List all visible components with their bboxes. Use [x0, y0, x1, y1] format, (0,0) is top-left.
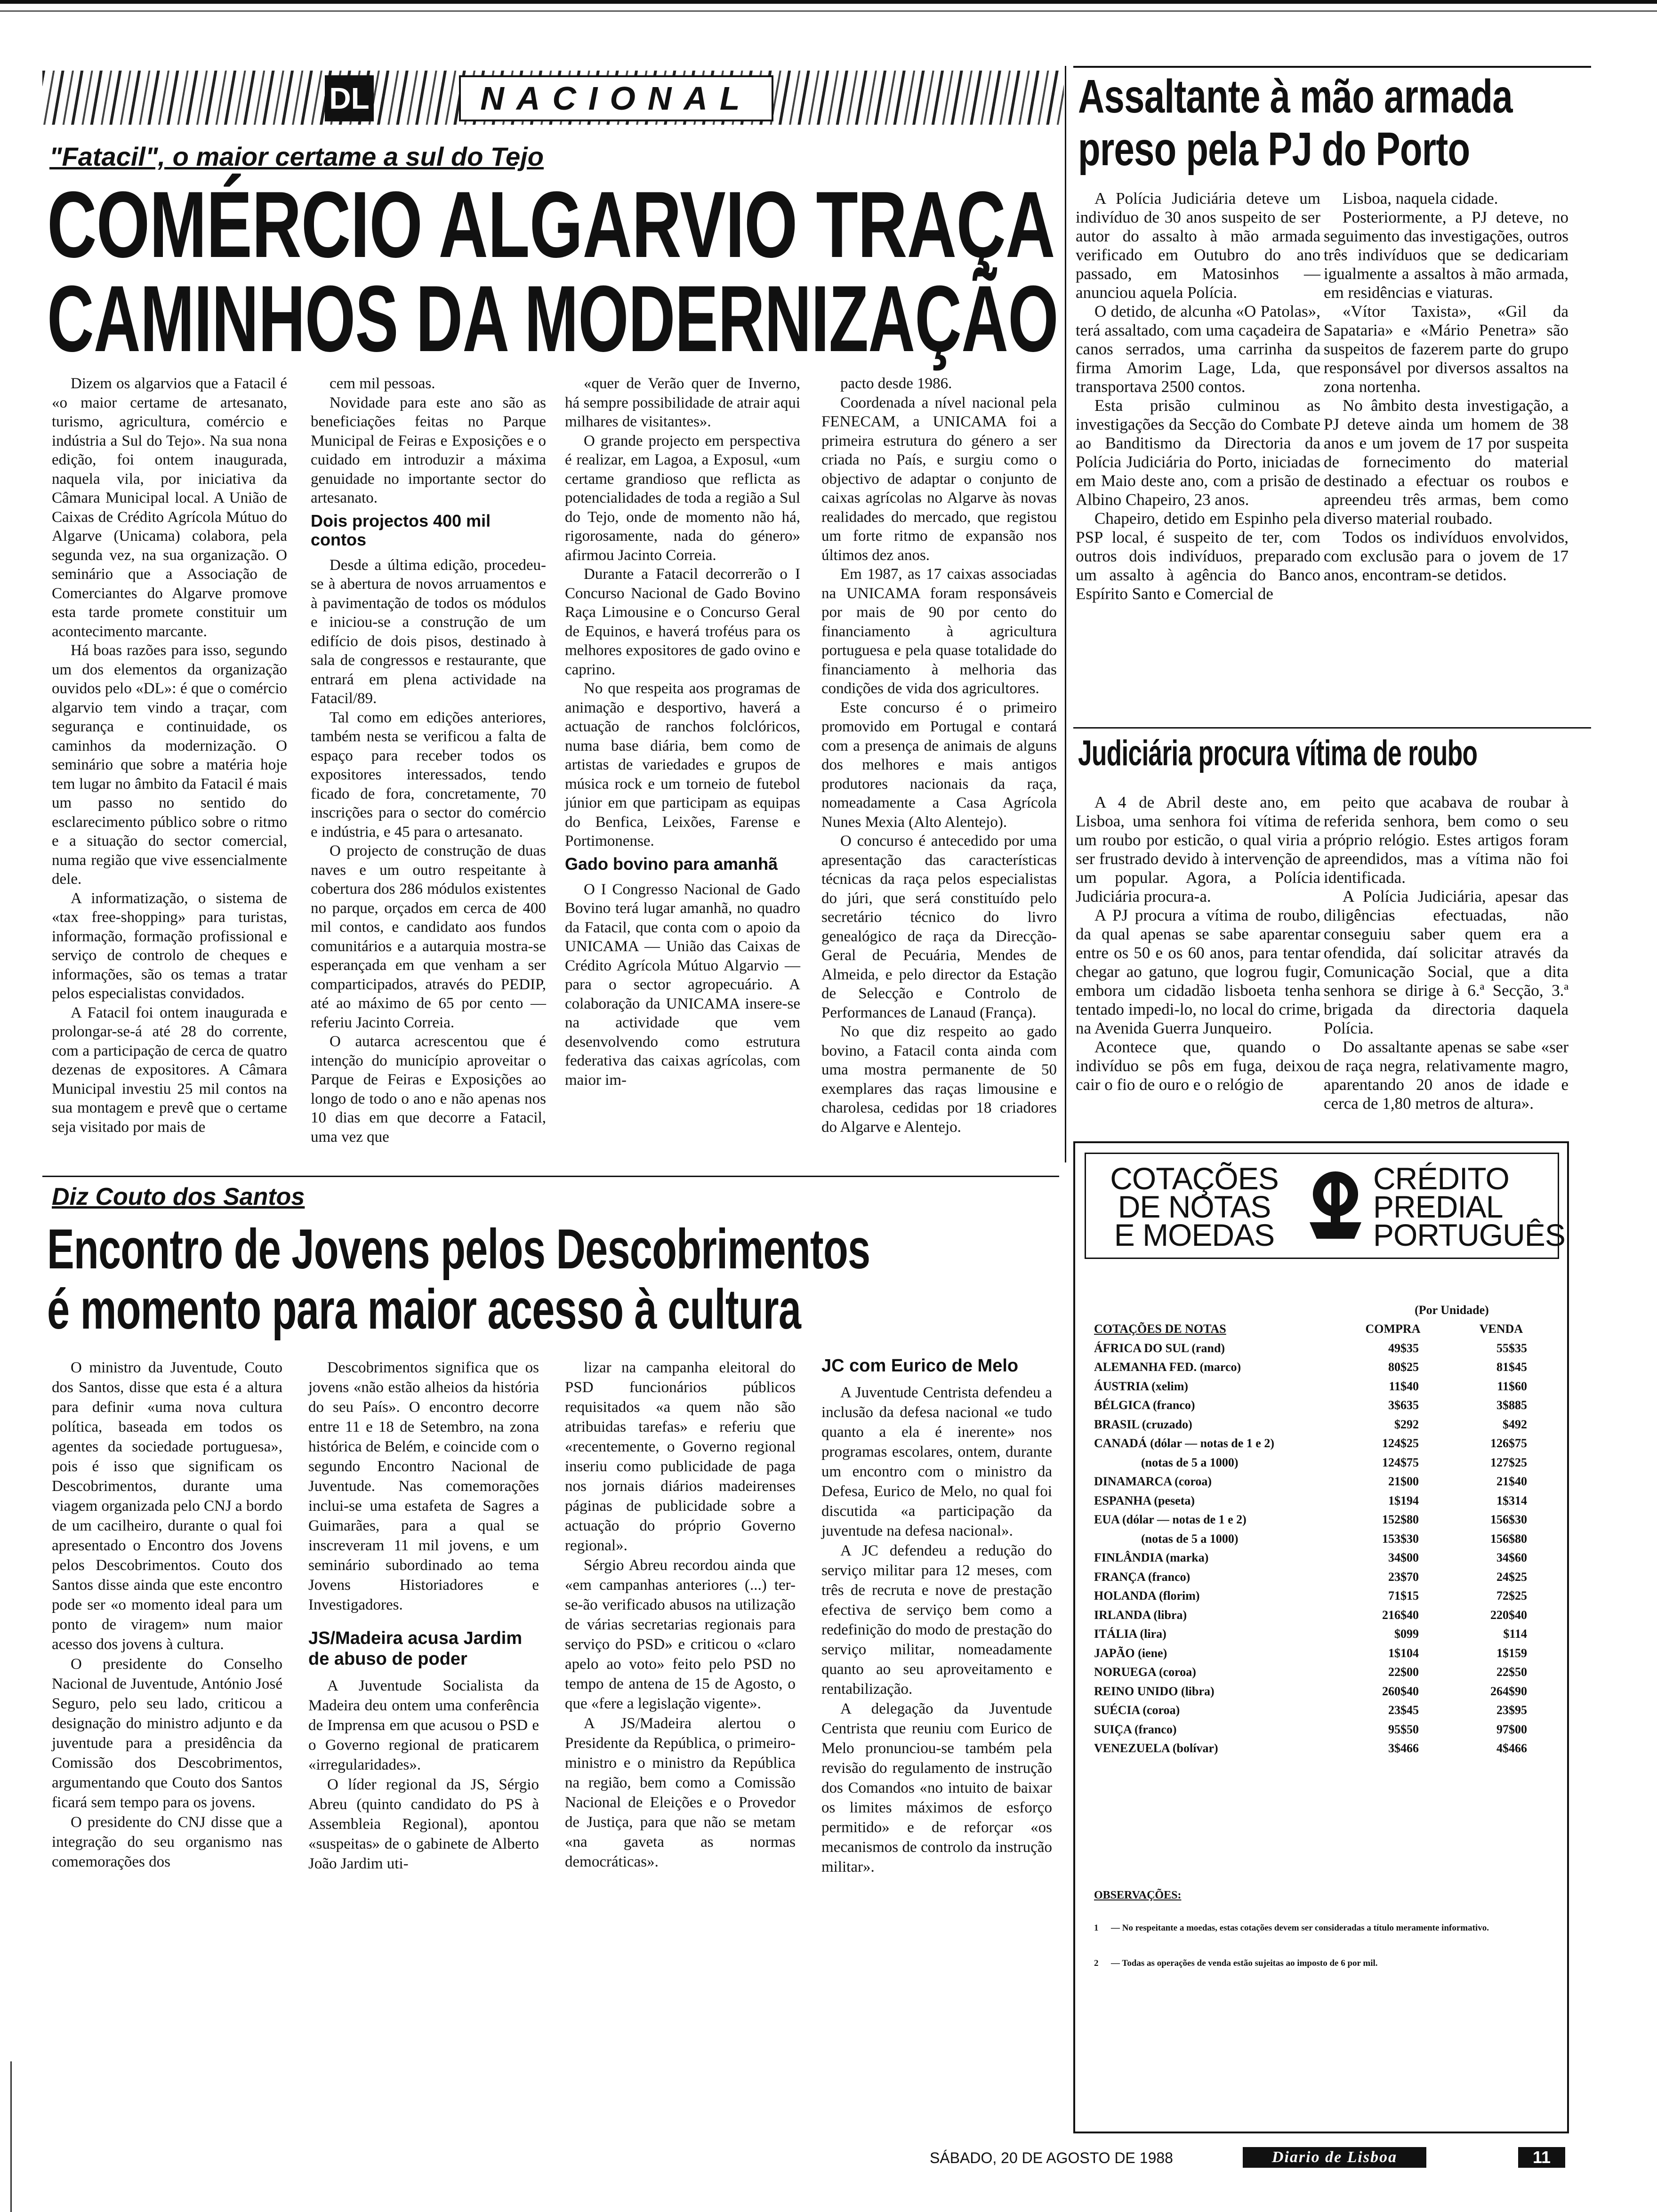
- footer-date: SÁBADO, 20 DE AGOSTO DE 1988: [930, 2149, 1173, 2166]
- rates-row: [1094, 1625, 1555, 1644]
- rates-row-sell: 156$80: [1490, 1531, 1527, 1546]
- rates-row-currency: EUA (dólar — notas de 1 e 2): [1094, 1513, 1247, 1527]
- paragraph: peito que acabava de roubar à referida senhora, bem como o seu próprio relógio. Estes artigos foram apreendidos, mas a vítima não foi identificada.: [1324, 793, 1569, 887]
- rates-row-currency: ITÁLIA (lira): [1094, 1627, 1166, 1641]
- main-headline-line1: COMÉRCIO ALGARVIO TRAÇA: [47, 172, 1055, 277]
- column-divider: [1065, 66, 1066, 1162]
- paragraph: Desde a última edição, procedeu-se à abertura de novos arruamentos e à pavimentação de todos os módulos e iniciou-se a construção de um edifício de dois pisos, destinado à sala de congressos e restaurante, que entrará em plena actividade na Fatacil/89.: [311, 556, 546, 707]
- rates-row: [1094, 1720, 1555, 1739]
- paragraph: Este concurso é o primeiro promovido em Portugal e contará com a presença de animais de alguns dos melhores e mais antigos produtores nacionais da raça, nomeadamente a Casa Agrícola Nunes Mexia (Alto Alentejo).: [821, 699, 1057, 831]
- rates-row: [1094, 1568, 1555, 1587]
- jovens-col-2: [308, 1358, 539, 1874]
- rates-row-buy: 152$80: [1382, 1513, 1419, 1527]
- jovens-col-4: [821, 1355, 1052, 1877]
- paragraph: O presidente do Conselho Nacional de Juventude, António José Seguro, pelo seu lado, criticou a designação do ministro adjunto e da juventude para a presidência da Comissão dos Descobrimentos, argumentando que Couto dos Santos ficará sem tempo para os jovens.: [52, 1656, 282, 1811]
- rates-row-sell: 4$466: [1496, 1741, 1527, 1755]
- rates-notes-title: OBSERVAÇÕES:: [1094, 1889, 1182, 1901]
- roubo-top-rule: [1073, 727, 1591, 729]
- rates-row: [1094, 1377, 1555, 1396]
- main-col-4: [821, 374, 1057, 1137]
- section-logo: DL: [325, 75, 374, 121]
- rates-row: [1094, 1339, 1555, 1358]
- rates-row-buy: 21$00: [1388, 1475, 1419, 1489]
- rates-row: [1094, 1701, 1555, 1720]
- subhead-jc-eurico: JC com Eurico de Melo: [821, 1356, 1019, 1376]
- rates-row-buy: 23$70: [1388, 1570, 1419, 1584]
- assalt-col-2: [1324, 189, 1569, 585]
- jovens-top-rule: [42, 1176, 1059, 1177]
- rates-header-row: [1094, 1320, 1555, 1339]
- paragraph: pacto desde 1986.: [840, 375, 952, 392]
- rates-row-currency: NORUEGA (coroa): [1094, 1665, 1196, 1679]
- rates-row: [1094, 1530, 1555, 1549]
- paragraph: O projecto de construção de duas naves e um outro respeitante à cobertura dos 286 módulos existentes no parque, orçados em cerca de 400 mil contos, e candidato aos fundos comunitários e a autarquia mostra-se esperançada em que venham a ser comparticipados, através do PEDIP, até ao máximo de 65 por cento — referiu Jacinto Correia.: [311, 842, 546, 1031]
- paragraph: Há boas razões para isso, segundo um dos elementos da organização ouvidos pelo «DL»: é que o comércio algarvio tem vindo a traçar, com segurança e continuidade, os caminhos da modernização. O seminário que sobre a matéria hoje tem lugar no âmbito da Fatacil é mais um passo no sentido do esclarecimento público sobre o ritmo e a situação do sector comercial, numa região que vive essencialmente dele.: [52, 642, 287, 888]
- rates-row-buy: 80$25: [1388, 1360, 1419, 1374]
- rates-row-sell: 11$60: [1497, 1379, 1527, 1393]
- paragraph: A delegação da Juventude Centrista que reuniu com Eurico de Melo pronunciou-se também pela revisão do regulamento de instrução dos Comandos «no intuito de baixar os limites máximos de esforço permitido» e de reforçar «os mecanismos de controlo da instrução militar».: [821, 1700, 1052, 1875]
- jovens-col-3: [565, 1358, 796, 1872]
- paragraph: Durante a Fatacil decorrerão o I Concurso Nacional de Gado Bovino Raça Limousine e o Concurso Geral de Equinos, e haverá troféus para os melhores expositores de gado ovino e caprino.: [565, 566, 800, 678]
- paragraph: Chapeiro, detido em Espinho pela PSP local, é suspeito de ter, com outros dois indivíduos, preparado um assalto à agência do Banco Espírito Santo e Comercial de: [1076, 509, 1320, 603]
- rates-row-currency: ALEMANHA FED. (marco): [1094, 1360, 1241, 1374]
- rates-row: [1094, 1510, 1555, 1530]
- paragraph: A JS/Madeira alertou o Presidente da República, o primeiro-ministro e o ministro da República na região, bem como a Comissão Nacional de Eleições e o Provedor de Justiça, para que não se metam «na gaveta as normas democráticas».: [565, 1715, 796, 1870]
- rates-row-currency: SUÉCIA (coroa): [1094, 1703, 1180, 1717]
- bank-name-line: PORTUGUÊS: [1373, 1218, 1565, 1252]
- rates-title-line: DE NOTAS: [1118, 1189, 1271, 1224]
- rates-row-currency: FINLÂNDIA (marka): [1094, 1551, 1209, 1565]
- paragraph: O líder regional da JS, Sérgio Abreu (quinto candidato do PS à Assembleia Regional), apontou «suspeitas» de o gabinete de Alberto João Jardim uti-: [308, 1776, 539, 1872]
- paragraph: Dizem os algarvios que a Fatacil é «o maior certame de artesanato, turismo, agricultura, comércio e indústria a Sul do Tejo». Na sua nona edição, foi ontem inaugurada, naquela vila, por iniciativa da Câmara Municipal local. A União de Caixas de Crédito Agrícola Mútuo do Algarve (Unicama) colabora, pela segunda vez, na sua organização. O seminário que a Associação de Comerciantes do Algarve promove esta tarde promete constituir um acontecimento marcante.: [52, 375, 287, 640]
- rates-row-sell: 23$95: [1496, 1703, 1527, 1717]
- paragraph: A JC defendeu a redução do serviço militar para 12 meses, com três de recruta e nove de prestação efectiva de serviço bem como a redefinição do modo de prestação do serviço militar, nomeadamente quanto ao seu aproveitamento e rentabilização.: [821, 1542, 1052, 1698]
- per-unit-label: (Por Unidade): [1415, 1303, 1489, 1317]
- paragraph: A Polícia Judiciária deteve um indivíduo de 30 anos suspeito de ser autor do assalto à mão armada verificado em Outubro do ano passado, em Matosinhos — anunciou aquela Polícia.: [1076, 189, 1320, 302]
- main-kicker: "Fatacil", o maior certame a sul do Tejo: [49, 142, 544, 171]
- paragraph: Coordenada a nível nacional pela FENECAM, a UNICAMA foi a primeira estrutura do género a ser criada no País, e surgiu como o objectivo de adaptar o conjunto de caixas agrícolas no Algarve às novas realidades do mercado, que registou um forte ritmo de expansão nos últimos dez anos.: [821, 394, 1057, 564]
- jovens-headline-line2: é momento para maior acesso à cultura: [47, 1278, 801, 1341]
- rates-row-buy: 22$00: [1388, 1665, 1419, 1679]
- paragraph: lizar na campanha eleitoral do PSD funcionários públicos requisitados «a quem não são atribuidas tarefas» e referiu que «recentemente, o Governo regional inseriu como publicidade de paga nos jornais diários madeirenses páginas de publicidade sobre a actuação do próprio Governo regional».: [565, 1359, 796, 1554]
- rates-note-1-text: — No respeitante a moedas, estas cotações devem ser consideradas a título meramente informativo.: [1111, 1923, 1489, 1933]
- rates-row-sell: 55$35: [1496, 1341, 1527, 1355]
- rates-header-notes: COTAÇÕES DE NOTAS: [1094, 1322, 1226, 1336]
- top-rule: [0, 0, 1657, 4]
- jovens-headline-line1: Encontro de Jovens pelos Descobrimentos: [47, 1218, 870, 1281]
- rates-banner: [1085, 1153, 1565, 1259]
- rates-row: [1094, 1415, 1555, 1435]
- rates-row-buy: 34$00: [1388, 1551, 1419, 1565]
- rates-row-currency: REINO UNIDO (libra): [1094, 1684, 1215, 1698]
- paragraph: No âmbito desta investigação, a PJ deteve ainda um homem de 38 anos e um jovem de 17 por suspeita de fornecimento do material destinado a efectuar os roubos e apreendeu três armas, bem como diverso material roubado.: [1324, 396, 1569, 528]
- rates-row-buy: 1$104: [1388, 1646, 1419, 1660]
- rates-row-sell: $114: [1503, 1627, 1527, 1641]
- rates-row: [1094, 1472, 1555, 1491]
- rates-row-buy: 95$50: [1388, 1722, 1419, 1736]
- rates-row: [1094, 1358, 1555, 1377]
- rates-row: [1094, 1663, 1555, 1682]
- rates-row-sell: 126$75: [1490, 1436, 1527, 1451]
- bank-name-line: PREDIAL: [1373, 1189, 1503, 1224]
- paragraph: No que respeita aos programas de animação e desportivo, haverá a actuação de ranchos folclóricos, numa base diária, bem como de artistas de variedades e grupos de música rock e um torneio de futebol júnior em que participam as equipas do Benfica, Leixões, Farense e Portimonense.: [565, 680, 800, 850]
- paragraph: Em 1987, as 17 caixas associadas na UNICAMA foram responsáveis por mais de 90 por cento do financiamento à agricultura portuguesa e pela quase totalidade do financiamento à melhoria das condições de vida dos agricultores.: [821, 566, 1057, 697]
- rates-row: [1094, 1453, 1555, 1473]
- rates-title: [1100, 1161, 1288, 1252]
- rates-row: [1094, 1548, 1555, 1568]
- paragraph: O detido, de alcunha «O Patolas», terá assaltado, com uma caçadeira de canos serrados, uma carrinha da firma Amorim Lage, Lda, que transportava 2500 contos.: [1076, 302, 1320, 396]
- main-col-2: [311, 374, 546, 1146]
- rates-row-buy: 11$40: [1389, 1379, 1419, 1393]
- rates-row-currency: ÁFRICA DO SUL (rand): [1094, 1341, 1225, 1355]
- footer-paper-name: Diario de Lisboa: [1243, 2147, 1426, 2168]
- rates-row-currency: IRLANDA (libra): [1094, 1608, 1187, 1622]
- assalt-top-rule: [1073, 66, 1591, 68]
- rates-row: [1094, 1587, 1555, 1606]
- rates-row-currency: FRANÇA (franco): [1094, 1570, 1190, 1584]
- rates-row-buy: 71$15: [1388, 1589, 1419, 1603]
- paragraph: A Polícia Judiciária, apesar das diligências efectuadas, não conseguiu saber quem era a ofendida, daí solicitar através da Comunicação Social, que a dita senhora se dirige à 6.ª Secção, 3.ª brigada da directoria daquela Polícia.: [1324, 887, 1569, 1037]
- main-headline-line2: CAMINHOS DA MODERNIZAÇÃO: [47, 266, 1058, 371]
- rates-row-sell: 22$50: [1496, 1665, 1527, 1679]
- paragraph: O autarca acrescentou que é intenção do município aproveitar o Parque de Feiras e Exposições ao longo de todo o ano e não apenas nos 10 dias em que decorre a Fatacil, uma vez que: [311, 1033, 546, 1146]
- subhead-dois-projectos: Dois projectos 400 mil contos: [311, 511, 491, 549]
- rates-row-sell: 72$25: [1496, 1589, 1527, 1603]
- rates-row-buy: $292: [1394, 1417, 1419, 1431]
- paragraph: Do assaltante apenas se sabe «ser de raça negra, relativamente magro, aparentando 20 anos de idade e cerca de 1,80 metros de altura».: [1324, 1038, 1569, 1113]
- rates-row-currency: SUIÇA (franco): [1094, 1722, 1177, 1736]
- paragraph: Todos os indivíduos envolvidos, com exclusão para o jovem de 17 anos, encontram-se detidos.: [1324, 528, 1569, 584]
- paragraph: A Fatacil foi ontem inaugurada e prolongar-se-á até 28 do corrente, com a participação de cerca de quatro dezenas de expositores. A Câmara Municipal investiu 25 mil contos na sua montagem e prevê que o certame seja visitado por mais de: [52, 1004, 287, 1136]
- rates-note-2: [1094, 1957, 1546, 1969]
- paragraph: «quer de Verão quer de Inverno, há sempre possibilidade de atrair aqui milhares de visitantes».: [565, 375, 800, 430]
- rates-row-sell: 34$60: [1496, 1551, 1527, 1565]
- bank-name: [1373, 1161, 1565, 1252]
- rates-row-buy: 153$30: [1382, 1531, 1419, 1546]
- rates-row-sell: 1$159: [1496, 1646, 1527, 1660]
- rates-row-currency: VENEZUELA (bolívar): [1094, 1741, 1218, 1755]
- paragraph: Sérgio Abreu recordou ainda que «em campanhas anteriores (...) ter-se-ão verificado abusos na utilização de várias secretarias regionais para serviço do PSD» e criticou o «claro apelo ao voto» feito pelo PSD no tempo de antena de 15 de Agosto, o que «fere a legislação vigente».: [565, 1557, 796, 1712]
- roubo-col-1: [1076, 793, 1320, 1094]
- paragraph: No que diz respeito ao gado bovino, a Fatacil conta ainda com uma mostra permanente de 50 exemplares das raças limousine e charolesa, cedidas por 18 criadores do Algarve e Alentejo.: [821, 1023, 1057, 1136]
- paragraph: cem mil pessoas.: [330, 375, 435, 392]
- rates-table: [1094, 1320, 1555, 1758]
- jovens-kicker: Diz Couto dos Santos: [52, 1183, 305, 1210]
- rates-row-buy: 3$466: [1388, 1741, 1419, 1755]
- rates-note-2-number: 2: [1094, 1958, 1099, 1968]
- rates-row-buy: 124$25: [1382, 1436, 1419, 1451]
- paragraph: A PJ procura a vítima de roubo, da qual apenas se sabe aparentar entre os 50 e os 60 anos, para tentar chegar ao gatuno, que logrou fugir, embora um cidadão lisboeta tenha tentado impedi-lo, no local do crime, na Avenida Guerra Junqueiro.: [1076, 906, 1320, 1037]
- bank-name-line: CRÉDITO: [1373, 1161, 1509, 1196]
- subhead-gado-bovino: Gado bovino para amanhã: [565, 854, 778, 874]
- bank-logo-icon: [1305, 1168, 1366, 1243]
- rates-row: [1094, 1739, 1555, 1758]
- scan-mark: [10, 2061, 12, 2212]
- rates-row-sell: 264$90: [1490, 1684, 1527, 1698]
- rates-row-sell: 1$314: [1496, 1493, 1527, 1507]
- paragraph: A 4 de Abril deste ano, em Lisboa, uma senhora foi vítima de um roubo por esticão, o qual viria a ser frustrado devido à intervenção de um popular. Agora, a Polícia Judiciária procura-a.: [1076, 793, 1320, 906]
- paragraph: Lisboa, naquela cidade.: [1343, 189, 1498, 208]
- rates-row-currency: HOLANDA (florim): [1094, 1589, 1200, 1603]
- paragraph: Novidade para este ano são as beneficiações feitas no Parque Municipal de Feiras e Exposições e o cuidado em introduzir a máxima genuidade no importante sector do artesanato.: [311, 394, 546, 506]
- rates-header-buy: COMPRA: [1365, 1322, 1421, 1336]
- rates-row-currency: (notas de 5 a 1000): [1141, 1455, 1239, 1469]
- rates-row-sell: 156$30: [1490, 1513, 1527, 1527]
- paragraph: O I Congresso Nacional de Gado Bovino terá lugar amanhã, no quadro da Fatacil, que conta com o apoio da UNICAMA — União das Caixas de Crédito Agrícola Mútuo Algarvio — para o sector agropecuário. A colaboração da UNICAMA insere-se na actividade que vem desenvolvendo como estrutura federativa das caixas agrícolas, com maior im-: [565, 881, 800, 1089]
- main-col-1: [52, 374, 287, 1137]
- rates-row: [1094, 1396, 1555, 1415]
- paragraph: Posteriormente, a PJ deteve, no seguimento das investigações, outros três indivíduos que se dedicariam igualmente a assaltos à mão armada, em residências e viaturas.: [1324, 208, 1569, 302]
- rates-row-sell: 21$40: [1496, 1475, 1527, 1489]
- rates-row: [1094, 1491, 1555, 1511]
- rates-row-buy: 216$40: [1382, 1608, 1419, 1622]
- assalt-headline-line2: preso pela PJ do Porto: [1078, 123, 1470, 176]
- paragraph: Esta prisão culminou as investigações da Secção do Combate ao Banditismo da Directoria da Polícia Judiciária do Porto, iniciadas em Maio deste ano, com a prisão de Albino Chapeiro, 23 anos.: [1076, 396, 1320, 509]
- rates-row-sell: 97$00: [1496, 1722, 1527, 1736]
- paragraph: Tal como em edições anteriores, também nesta se verificou a falta de espaço para receber todos os expositores interessados, tendo ficado de fora, concretamente, 70 inscrições para o sector do comércio e indústria, e 45 para o artesanato.: [311, 709, 546, 841]
- rates-row-currency: JAPÃO (iene): [1094, 1646, 1167, 1660]
- assalt-col-1: [1076, 189, 1320, 603]
- section-name: NACIONAL: [459, 75, 773, 121]
- paragraph: Descobrimentos significa que os jovens «não estão alheios da história do seu País». O encontro decorre entre 11 e 18 de Setembro, na zona histórica de Belém, e coincide com o segundo Encontro Nacional de Juventude. Nas comemorações inclui-se uma estafeta de Sagres a Guimarães, para a qual se inscreveram 11 mil jovens, e um seminário subordinado ao tema Jovens Historiadores e Investigadores.: [308, 1359, 539, 1613]
- rates-title-line: E MOEDAS: [1114, 1218, 1275, 1252]
- rates-row-currency: DINAMARCA (coroa): [1094, 1475, 1212, 1489]
- rates-row-currency: ÁUSTRIA (xelim): [1094, 1379, 1189, 1393]
- paragraph: Acontece que, quando o indivíduo se pôs em fuga, deixou cair o fio de ouro e o relógio de: [1076, 1038, 1320, 1094]
- paragraph: O presidente do CNJ disse que a integração do seu organismo nas comemorações dos: [52, 1814, 282, 1870]
- rates-row-currency: BÉLGICA (franco): [1094, 1398, 1195, 1412]
- rates-note-1-number: 1: [1094, 1923, 1099, 1933]
- rates-row-sell: 3$885: [1496, 1398, 1527, 1412]
- rates-row-currency: BRASIL (cruzado): [1094, 1417, 1192, 1431]
- rates-row-currency: (notas de 5 a 1000): [1141, 1531, 1239, 1546]
- rates-row-sell: 220$40: [1490, 1608, 1527, 1622]
- paragraph: A Juventude Socialista da Madeira deu ontem uma conferência de Imprensa em que acusou o PSD e o Governo regional de praticarem «irregularidades».: [308, 1677, 539, 1773]
- paragraph: A Juventude Centrista defendeu a inclusão da defesa nacional «e tudo quanto a ela é inerente» nos programas escolares, ontem, durante um encontro com o ministro da Defesa, Eurico de Melo, no qual foi discutida «a participação da juventude na defesa nacional».: [821, 1384, 1052, 1539]
- rates-row-buy: 1$194: [1388, 1493, 1419, 1507]
- rates-row: [1094, 1434, 1555, 1453]
- paragraph: «Vítor Taxista», «Gil da Sapataria» e «Mário Penetra» são suspeitos de fazerem parte do grupo responsável por diversos assaltos na zona nortenha.: [1324, 302, 1569, 396]
- rates-row: [1094, 1644, 1555, 1663]
- jovens-col-1: [52, 1358, 282, 1872]
- rates-row-sell: $492: [1503, 1417, 1527, 1431]
- rates-row-buy: 23$45: [1388, 1703, 1419, 1717]
- paragraph: O ministro da Juventude, Couto dos Santos, disse que esta é a altura para definir «uma nova cultura política, baseada em todos os agentes da sociedade portuguesa», pois é isso que significam os Descobrimentos, durante uma viagem organizada pelo CNJ a bordo de um cacilheiro, durante o qual foi apresentado o Encontro dos Jovens pelos Descobrimentos. Couto dos Santos disse ainda que este encontro pode ser «o momento ideal para um ponto de viragem» num maior acesso dos jovens à cultura.: [52, 1359, 282, 1653]
- rates-row: [1094, 1606, 1555, 1625]
- rates-row-currency: ESPANHA (peseta): [1094, 1493, 1195, 1507]
- roubo-headline: Judiciária procura vítima de roubo: [1078, 733, 1478, 773]
- subhead-js-madeira: JS/Madeira acusa Jardim de abuso de poder: [308, 1628, 523, 1669]
- footer-page-number: 11: [1518, 2147, 1565, 2168]
- paragraph: O concurso é antecedido por uma apresentação das características técnicas da raça pelos especialistas do júri, que será constituído pelo secretário técnico do livro genealógico de raça da Direcção-Geral de Pecuária, Mendes de Almeida, e pelo director da Estação de Selecção e Controlo de Performances de Lanaud (França).: [821, 833, 1057, 1021]
- rates-note-2-text: — Todas as operações de venda estão sujeitas ao imposto de 6 por mil.: [1111, 1958, 1378, 1968]
- rates-row-buy: 124$75: [1382, 1455, 1419, 1469]
- rates-note-1: [1094, 1922, 1546, 1934]
- main-col-3: [565, 374, 800, 1090]
- top-rule-thin: [0, 10, 1657, 12]
- rates-row: [1094, 1682, 1555, 1701]
- rates-row-buy: 3$635: [1388, 1398, 1419, 1412]
- rates-row-sell: 24$25: [1496, 1570, 1527, 1584]
- rates-row-sell: 127$25: [1490, 1455, 1527, 1469]
- rates-row-buy: 49$35: [1388, 1341, 1419, 1355]
- rates-box: [1073, 1141, 1569, 2133]
- rates-row-currency: CANADÁ (dólar — notas de 1 e 2): [1094, 1436, 1275, 1451]
- rates-row-buy: $099: [1394, 1627, 1419, 1641]
- rates-title-line: COTAÇÕES: [1110, 1161, 1279, 1196]
- paragraph: O grande projecto em perspectiva é realizar, em Lagoa, a Exposul, «um certame grandioso que reflicta as potencialidades de toda a região a Sul do Tejo, onde de momento não há, rigorosamente, nada do género» afirmou Jacinto Correia.: [565, 432, 800, 564]
- roubo-col-2: [1324, 793, 1569, 1113]
- assalt-headline-line1: Assaltante à mão armada: [1078, 70, 1512, 123]
- rates-row-sell: 81$45: [1496, 1360, 1527, 1374]
- paragraph: A informatização, o sistema de «tax free-shopping» para turistas, informação, formação profissional e serviço de controlo de cheques e informações, são os temas a tratar pelos especialistas convidados.: [52, 890, 287, 1002]
- rates-header-sell: VENDA: [1479, 1322, 1523, 1336]
- rates-row-buy: 260$40: [1382, 1684, 1419, 1698]
